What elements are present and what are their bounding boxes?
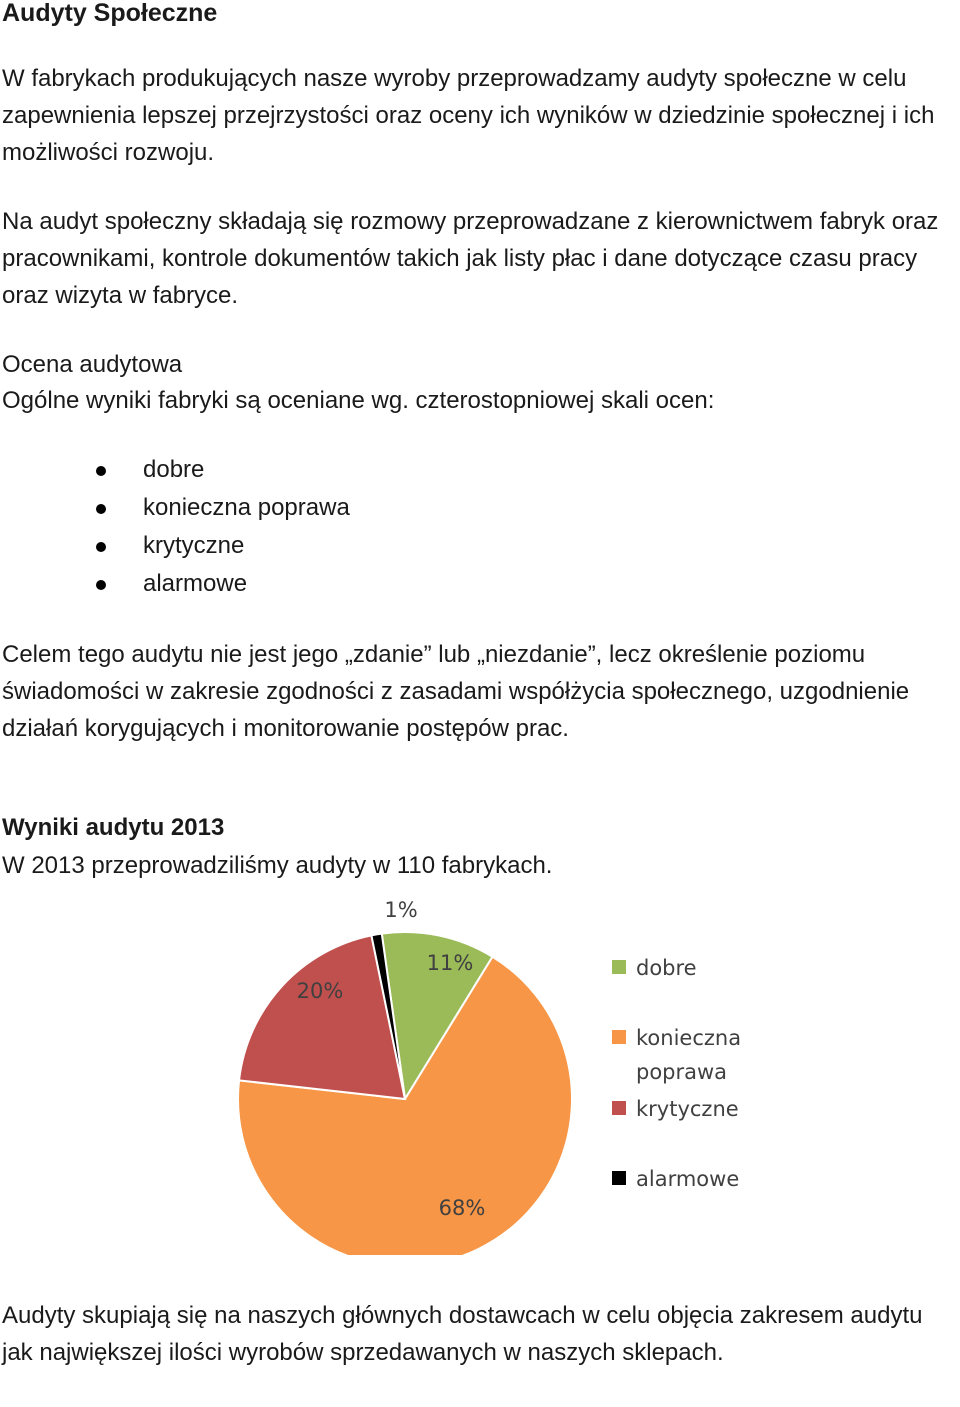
audit-results-pie-chart <box>230 895 790 1255</box>
bullet-icon <box>96 580 106 590</box>
pie-data-label: 68% <box>438 1196 486 1220</box>
bullet-icon <box>96 542 106 552</box>
pie-data-label: 1% <box>384 898 418 922</box>
legend-swatch <box>612 1101 626 1115</box>
method-paragraph: Na audyt społeczny składają się rozmowy przeprowadzane z kierownictwem fabryk oraz pracownikami, kontrole dokumentów takich jak listy płac i dane dotyczące czasu pracy oraz wizyta w fabryce. <box>2 208 939 309</box>
pie-data-label: 11% <box>426 951 474 975</box>
results-heading: Wyniki audytu 2013 <box>2 814 225 841</box>
legend-swatch <box>612 1171 626 1185</box>
bullet-icon <box>96 504 106 514</box>
results-lead: W 2013 przeprowadziliśmy audyty w 110 fabrykach. <box>2 852 553 879</box>
closing-paragraph: Audyty skupiają się na naszych głównych dostawcach w celu objęcia zakresem audytu jak największej ilości wyrobów sprzedawanych w naszych sklepach. <box>2 1302 923 1366</box>
legend-label: krytyczne <box>636 1097 739 1121</box>
goal-paragraph: Celem tego audytu nie jest jego „zdanie” lub „niezdanie”, lecz określenie poziomu świadomości w zakresie zgodności z zasadami współżycia społecznego, uzgodnienie działań korygujących i monitorowanie postępów prac. <box>2 641 910 742</box>
intro-paragraph: W fabrykach produkujących nasze wyroby przeprowadzamy audyty społeczne w celu zapewnienia lepszej przejrzystości oraz oceny ich wyników w dziedzinie społecznej i ich możliwości rozwoju. <box>2 65 935 166</box>
rating-heading: Ocena audytowa <box>2 351 183 378</box>
legend-label: poprawa <box>636 1060 728 1084</box>
legend-label: dobre <box>636 956 697 980</box>
legend-label: konieczna <box>636 1026 742 1050</box>
legend-swatch <box>612 1030 626 1044</box>
rating-lead: Ogólne wyniki fabryki są oceniane wg. czterostopniowej skali ocen: <box>2 387 715 414</box>
bullet-icon <box>96 466 106 476</box>
pie-data-label: 20% <box>296 979 344 1003</box>
legend-swatch <box>612 960 626 974</box>
legend-label: alarmowe <box>636 1167 740 1191</box>
page-title: Audyty Społeczne <box>2 0 218 27</box>
